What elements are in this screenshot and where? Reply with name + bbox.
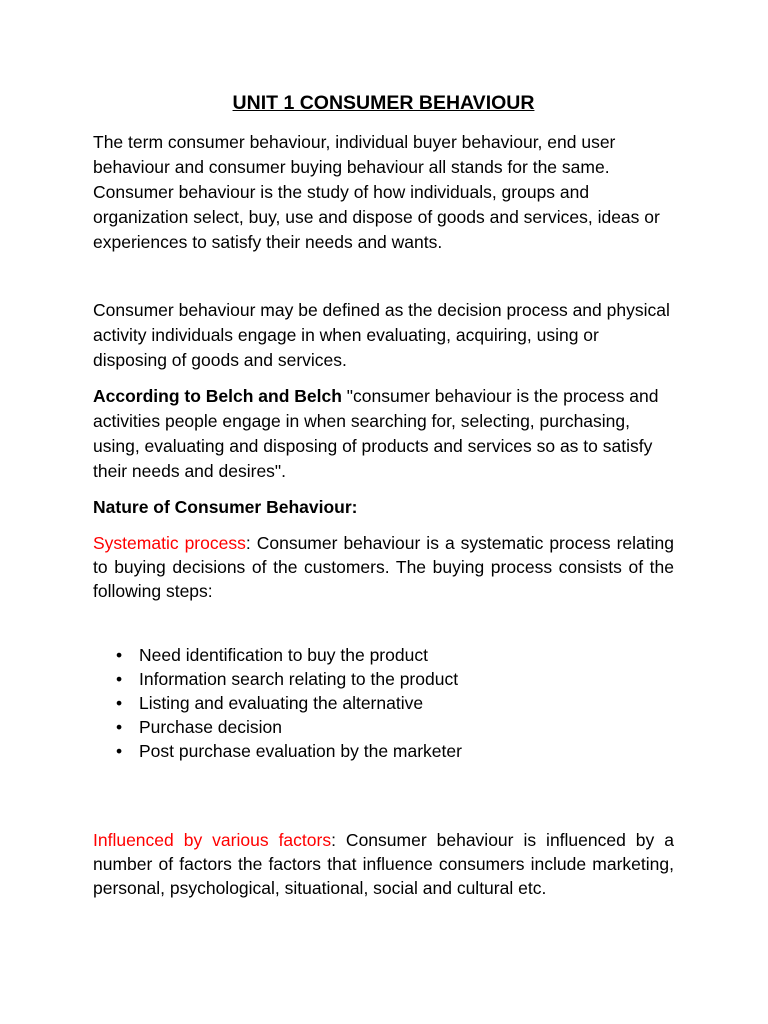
list-item-text: Need identification to buy the product <box>139 645 428 665</box>
list-item <box>116 691 674 715</box>
steps-list <box>93 643 674 763</box>
list-item-text: Post purchase evaluation by the marketer <box>139 741 462 761</box>
influenced-label: Influenced by various factors <box>93 830 332 850</box>
spacer <box>93 255 674 298</box>
page-title: UNIT 1 CONSUMER BEHAVIOUR <box>232 92 535 114</box>
nature-heading: Nature of Consumer Behaviour: <box>93 497 358 517</box>
list-item-text: Listing and evaluating the alternative <box>139 693 424 713</box>
belch-lead: According to Belch and Belch <box>93 386 342 406</box>
belch-quote: "consumer behaviour is the process and activities people engage in when searching for, selecting, purchasing, using, evaluating and disposing of products and services so as to satisfy their needs and desires". <box>93 386 659 481</box>
influenced-text: : Consumer behaviour is influenced by a number of factors the factors that influence consumers include marketing, personal, psychological, situational, social and cultural etc. <box>93 830 674 898</box>
list-item-text: Purchase decision <box>139 717 282 737</box>
systematic-label: Systematic process <box>93 533 246 553</box>
systematic-text: : Consumer behaviour is a systematic process relating to buying decisions of the customers. The buying process consists of the following steps: <box>93 533 674 601</box>
bullet-icon: • <box>116 717 123 737</box>
list-item <box>116 643 674 667</box>
list-item <box>116 667 674 691</box>
list-item-text: Information search relating to the product <box>139 669 459 689</box>
influenced-paragraph <box>93 828 674 900</box>
spacer <box>93 484 674 495</box>
bullet-icon: • <box>116 741 123 761</box>
belch-paragraph <box>93 384 674 484</box>
bullet-icon: • <box>116 645 123 665</box>
spacer <box>93 373 674 384</box>
spacer <box>93 763 674 828</box>
document-page <box>93 88 674 900</box>
bullet-icon: • <box>116 669 123 689</box>
systematic-paragraph <box>93 531 674 603</box>
spacer <box>93 603 674 643</box>
list-item <box>116 739 674 763</box>
bullet-icon: • <box>116 693 123 713</box>
definition-paragraph: Consumer behaviour may be defined as the decision process and physical activity individuals engage in when evaluating, acquiring, using or disposing of goods and services. <box>93 300 670 370</box>
spacer <box>93 520 674 531</box>
intro-paragraph: The term consumer behaviour, individual buyer behaviour, end user behaviour and consumer buying behaviour all stands for the same. Consumer behaviour is the study of how individuals, groups and organization select, buy, use and dispose of goods and services, ideas or experiences to satisfy their needs and wants. <box>93 132 660 252</box>
list-item <box>116 715 674 739</box>
